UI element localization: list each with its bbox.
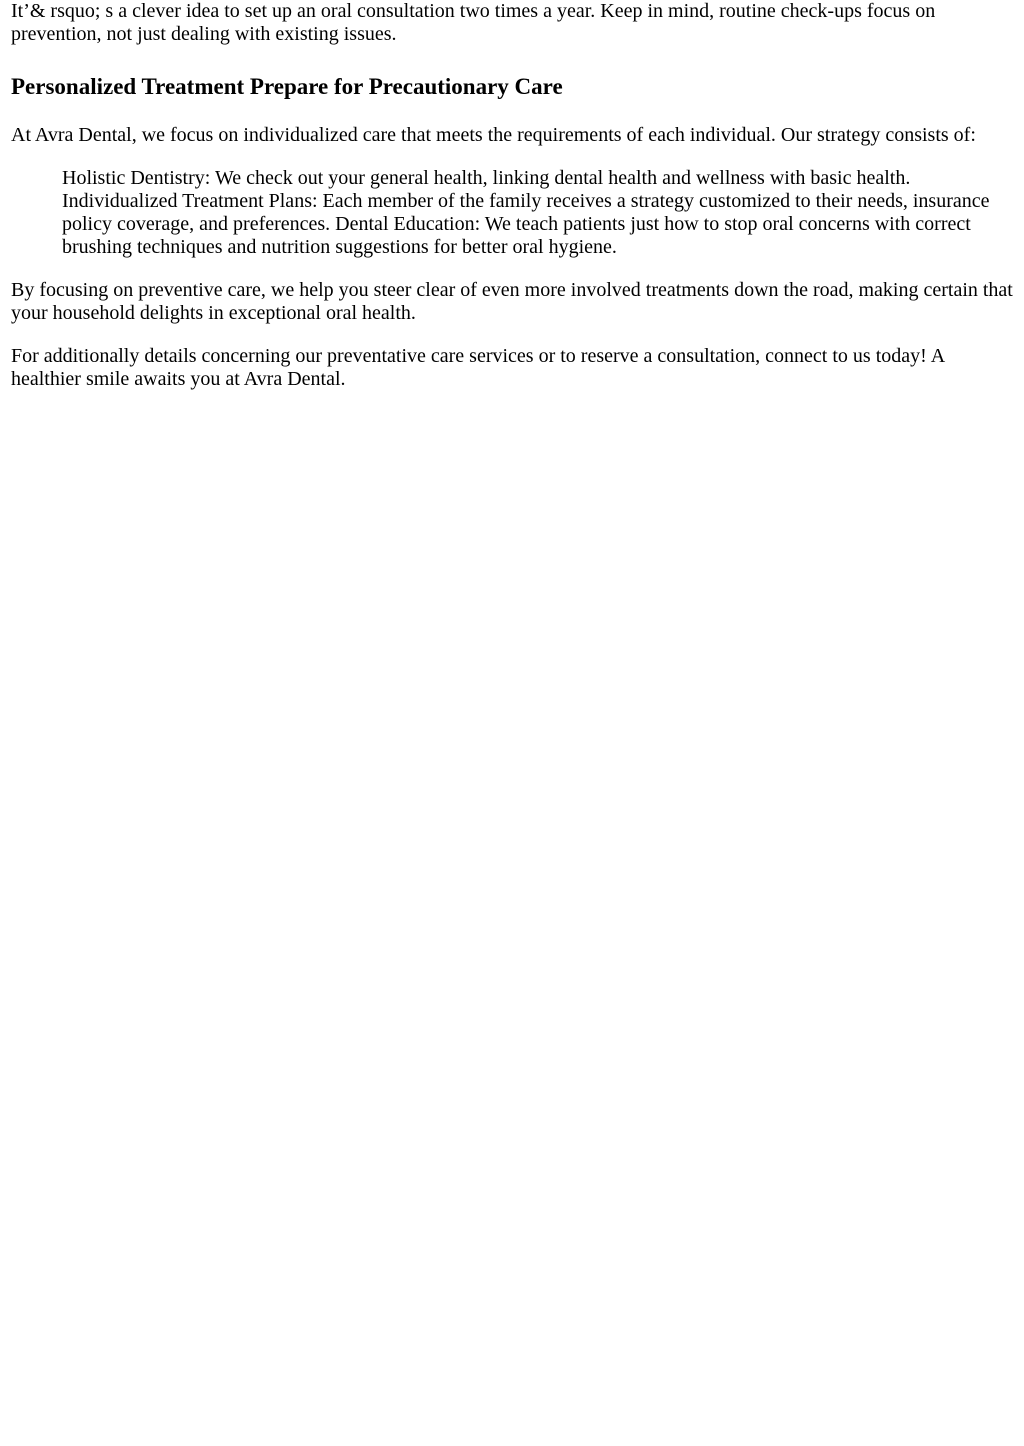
lead-paragraph: At Avra Dental, we focus on individualized care that meets the requirements of each individual. Our strategy consists of: — [11, 124, 976, 146]
intro-paragraph: It’& rsquo; s a clever idea to set up an oral consultation two times a year. Keep in mind, routine check-ups focus on prevention, not just dealing with existing issues. — [11, 0, 936, 45]
section-heading: Personalized Treatment Prepare for Precautionary Care — [11, 74, 563, 99]
preventive-care-paragraph: By focusing on preventive care, we help you steer clear of even more involved treatments down the road, making certain that your household delights in exceptional oral health. — [11, 279, 1013, 324]
contact-paragraph: For additionally details concerning our preventative care services or to reserve a consultation, connect to us today! A healthier smile awaits you at Avra Dental. — [11, 345, 945, 390]
strategy-blockquote: Holistic Dentistry: We check out your general health, linking dental health and wellness with basic health. Individualized Treatment Plans: Each member of the family receives a strategy customized to their needs, insurance policy coverage, and preferences. Dental Education: We teach patients just how to stop oral concerns with correct brushing techniques and nutrition suggestions for better oral hygiene. — [62, 167, 990, 258]
